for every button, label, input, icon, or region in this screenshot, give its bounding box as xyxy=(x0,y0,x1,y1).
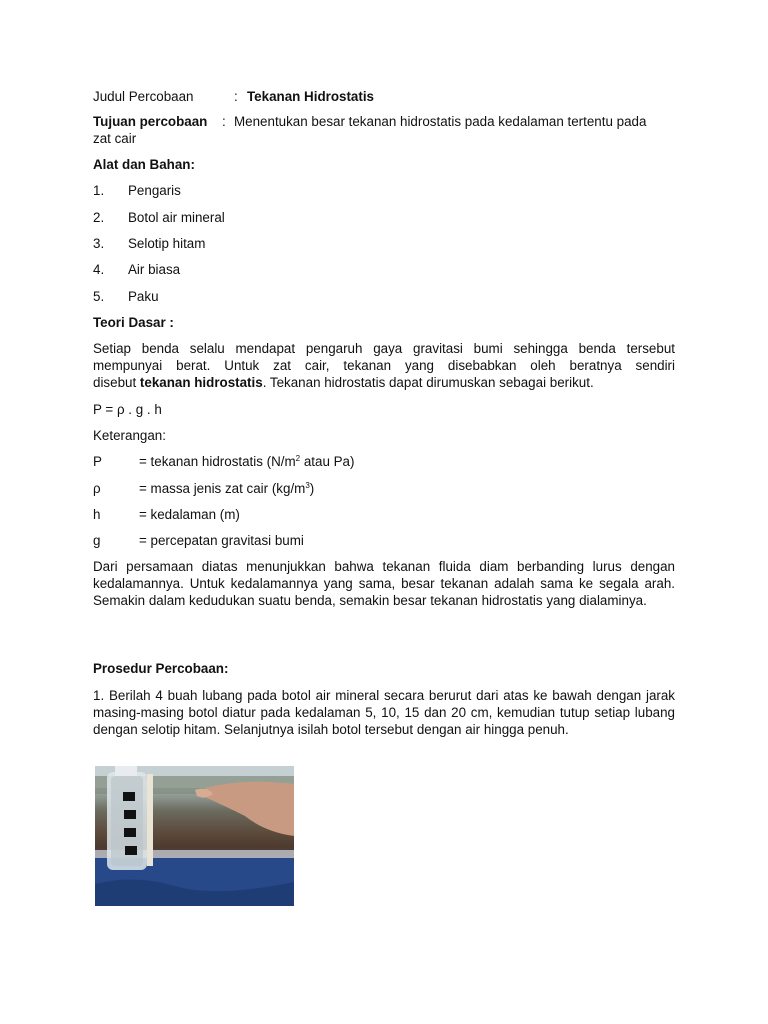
legend-symbol: g xyxy=(93,533,101,548)
list-item xyxy=(93,209,675,226)
aim-text-line1: Menentukan besar tekanan hidrostatis pada kedalaman tertentu pada xyxy=(234,114,647,129)
procedure-step-1: 1. Berilah 4 buah lubang pada botol air mineral secara berurut dari atas ke bawah dengan jarak masing-masing botol diatur pada kedalaman 5, 10, 15 dan 20 cm, kemudian tutup setiap lubang dengan selotip hitam. Selanjutnya isilah botol tersebut dengan air hingga penuh. xyxy=(93,688,675,737)
theory-text: disebut xyxy=(93,375,140,390)
legend-heading: Keterangan: xyxy=(93,428,166,443)
list-item-text: Botol air mineral xyxy=(128,210,225,225)
title-separator: : xyxy=(234,89,238,104)
experiment-photo xyxy=(95,766,294,906)
legend-symbol: P xyxy=(93,454,102,469)
theory-text: . Tekanan hidrostatis dapat dirumuskan sebagai berikut. xyxy=(262,375,594,390)
theory-paragraph-line2: mempunyai berat. Untuk zat cair, tekanan yang disebabkan oleh beratnya sendiri xyxy=(93,358,675,373)
list-item-number: 4. xyxy=(93,262,105,277)
experiment-photo-drawing xyxy=(95,766,294,906)
legend-definition: = percepatan gravitasi bumi xyxy=(139,533,304,548)
list-item-text: Pengaris xyxy=(128,183,181,198)
list-item-text: Paku xyxy=(128,289,159,304)
list-item-text: Selotip hitam xyxy=(128,236,206,251)
theory-bold-term: tekanan hidrostatis xyxy=(139,375,263,390)
theory-paragraph-line3 xyxy=(93,374,675,391)
list-item-number: 5. xyxy=(93,289,105,304)
list-item xyxy=(93,288,675,305)
list-item-number: 2. xyxy=(93,210,105,225)
conclusion-paragraph: Dari persamaan diatas menunjukkan bahwa tekanan fluida diam berbanding lurus dengan kedalamannya. Untuk kedalamannya yang sama, besar tekanan adalah sama ke segala arah. Semakin dalam kedudukan suatu benda, semakin besar tekanan hidrostatis yang dialaminya. xyxy=(93,559,675,608)
aim-text-line2: zat cair xyxy=(93,131,137,146)
list-item-number: 3. xyxy=(93,236,105,251)
list-item-number: 1. xyxy=(93,183,105,198)
legend-row xyxy=(93,480,675,497)
list-item xyxy=(93,182,675,199)
legend-symbol: ρ xyxy=(93,481,101,496)
list-item xyxy=(93,235,675,252)
list-item-text: Air biasa xyxy=(128,262,181,277)
aim-separator: : xyxy=(222,114,226,129)
title-value: Tekanan Hidrostatis xyxy=(247,89,374,104)
theory-heading: Teori Dasar : xyxy=(93,315,174,330)
legend-definition: = tekanan hidrostatis ($N/m^2$ atau Pa) xyxy=(139,454,355,469)
aim-row xyxy=(93,113,675,130)
title-row xyxy=(93,88,675,105)
legend-row xyxy=(93,506,675,523)
materials-heading: Alat dan Bahan: xyxy=(93,157,195,172)
title-label: Judul Percobaan xyxy=(93,89,194,104)
legend-definition: = massa jenis zat cair $(kg/m^3)$ xyxy=(139,481,315,496)
aim-label: Tujuan percobaan xyxy=(93,114,208,129)
list-item xyxy=(93,261,675,278)
legend-definition: = kedalaman (m) xyxy=(139,507,240,522)
legend-row xyxy=(93,453,675,470)
legend-row xyxy=(93,532,675,549)
procedure-heading: Prosedur Percobaan: xyxy=(93,661,229,676)
legend-symbol: h xyxy=(93,507,101,522)
theory-paragraph-line1: Setiap benda selalu mendapat pengaruh gaya gravitasi bumi sehingga benda tersebut xyxy=(93,341,675,356)
formula: P = ρ . g . h xyxy=(93,402,162,417)
